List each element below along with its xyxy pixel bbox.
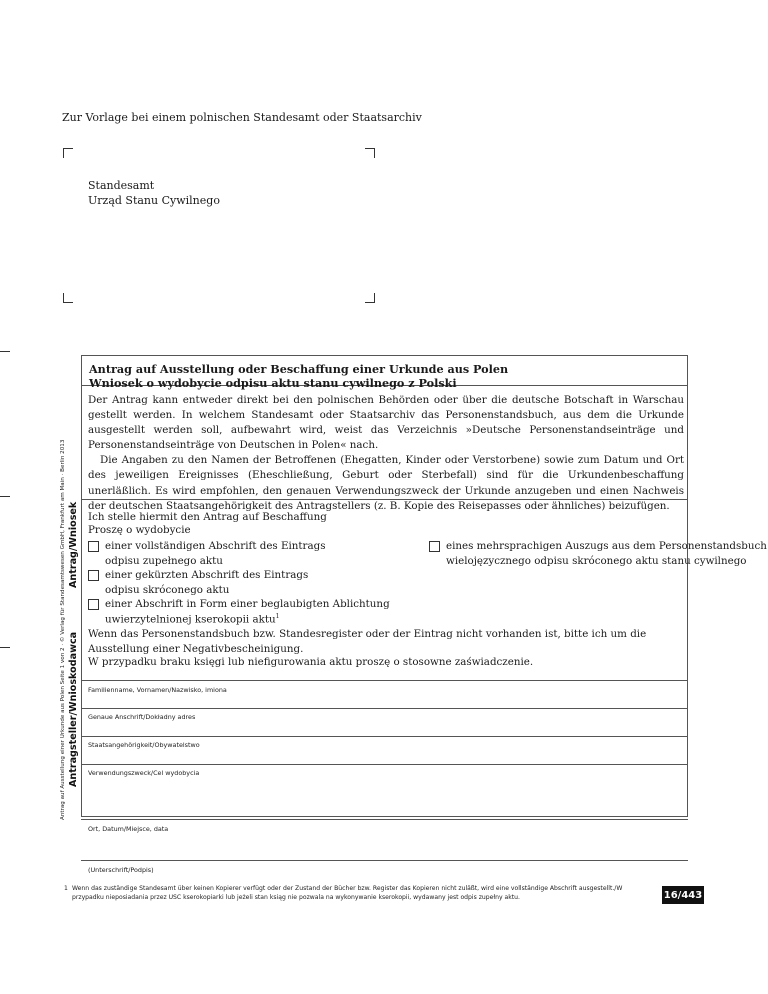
footnote-number: 1 (64, 885, 68, 892)
abridged-copy-checkbox[interactable] (88, 570, 99, 581)
name-field[interactable]: Familienname, Vornamen/Nazwisko, imiona (88, 686, 227, 694)
field-divider (81, 708, 688, 709)
field-divider (81, 764, 688, 765)
fold-mark (0, 647, 10, 648)
publisher-side-note: Antrag auf Ausstellung einer Urkunde aus Polen Seite 1 von 2 · © Verlag für Standesamtswesen GmbH, Frankfurt am Main · Berlin 2013 (60, 439, 66, 820)
fold-mark (0, 351, 10, 352)
negative-certificate-german: Wenn das Personenstandsbuch bzw. Standesregister oder der Eintrag nicht vorhanden ist, bitte ich um die Ausstellung einer Negativbescheinigung. (88, 628, 647, 655)
address-corner-mark (63, 293, 73, 303)
option-full-copy-german: einer vollständigen Abschrift des Eintrags (105, 540, 326, 552)
section-label-applicant: Antragsteller/Wnioskodawca (68, 631, 79, 787)
title-german: Antrag auf Ausstellung oder Beschaffung einer Urkunde aus Polen (89, 362, 509, 376)
request-polish: Proszę o wydobycie (88, 524, 191, 536)
field-divider (81, 819, 688, 820)
option-abridged-polish: odpisu skróconego aktu (105, 584, 230, 596)
intro-text (88, 393, 684, 514)
option-full-copy-polish: odpisu zupełnego aktu (105, 555, 223, 567)
address-corner-mark (63, 148, 73, 158)
footnote-text: Wenn das zuständige Standesamt über keinen Kopierer verfügt oder der Zustand der Bücher bzw. Register das Kopieren nicht zuläßt, wird eine vollständige Abschrift ausgestellt./W przypadku nieposiadania przez USC kserokopiarki lub jeżeli stan ksiąg nie pozwala na wykonywanie kserokopii, wydawany jest odpis zupełny aktu. (72, 885, 623, 901)
title-polish: Wniosek o wydobycie odpisu aktu stanu cywilnego z Polski (89, 376, 457, 390)
section-column-line (81, 499, 82, 817)
option-certified-polish (105, 613, 279, 625)
field-divider (81, 736, 688, 737)
multilingual-extract-checkbox[interactable] (429, 541, 440, 552)
signature-field[interactable]: (Unterschrift/Podpis) (88, 866, 154, 874)
option-abridged-german: einer gekürzten Abschrift des Eintrags (105, 569, 309, 581)
section-divider (81, 680, 688, 681)
address-line-1: Standesamt (88, 179, 155, 192)
address-corner-mark (365, 293, 375, 303)
signature-line (81, 860, 688, 861)
negative-certificate-polish: W przypadku braku księgi lub niefigurowania aktu proszę o stosowne zaświadczenie. (88, 656, 534, 668)
certified-copy-checkbox[interactable] (88, 599, 99, 610)
purpose-field[interactable]: Verwendungszweck/Cel wydobycia (88, 769, 200, 777)
address-corner-mark (365, 148, 375, 158)
fold-mark (0, 496, 10, 497)
option-certified-german: einer Abschrift in Form einer beglaubigten Ablichtung (105, 598, 390, 610)
option-certified-polish-text: uwierzytelnionej kserokopii aktu (105, 613, 276, 626)
request-german: Ich stelle hiermit den Antrag auf Beschaffung (88, 511, 327, 523)
address-line-2: Urząd Stanu Cywilnego (88, 194, 220, 207)
intro-paragraph-2: Die Angaben zu den Namen der Betroffenen (Ehegatten, Kinder oder Verstorbene) sowie zum Datum und Ort des jeweiligen Ereignisses (Eheschließung, Geburt oder Sterbefall) sind für die Urkundenbeschaffung unerläßlich. Es wird empfohlen, den genauen Verwendungszweck der Urkunde anzugeben und einen Nachweis der deutschen Staatsangehörigkeit des Antragstellers (z. B. Kopie des Reisepasses oder ähnliches) beizufügen. (88, 454, 684, 512)
section-label-antrag: Antrag/Wniosek (68, 501, 79, 588)
footnote (64, 884, 652, 902)
option-multilingual-german: eines mehrsprachigen Auszugs aus dem Personenstandsbuch (446, 540, 767, 552)
form-number-badge: 16/443 (662, 886, 704, 904)
option-multilingual-polish: wielojęzycznego odpisu skróconego aktu stanu cywilnego (446, 555, 747, 567)
place-date-field[interactable]: Ort, Datum/Miejsce, data (88, 825, 169, 833)
footnote-marker: 1 (275, 613, 280, 620)
address-field[interactable]: Genaue Anschrift/Dokładny adres (88, 713, 196, 721)
intro-paragraph-1: Der Antrag kann entweder direkt bei den polnischen Behörden oder über die deutsche Botschaft in Warschau gestellt werden. In welchem Standesamt oder Staatsarchiv das Personenstandsbuch, aus dem die Urkunde ausgestellt werden soll, aufbewahrt wird, weist das Verzeichnis »Deutsche Personenstandseinträge und Personenstandseinträge von Deutschen in Polen« nach. (88, 394, 684, 452)
citizenship-field[interactable]: Staatsangehörigkeit/Obywatelstwo (88, 741, 200, 749)
top-note: Zur Vorlage bei einem polnischen Standesamt oder Staatsarchiv (62, 111, 422, 124)
full-copy-checkbox[interactable] (88, 541, 99, 552)
